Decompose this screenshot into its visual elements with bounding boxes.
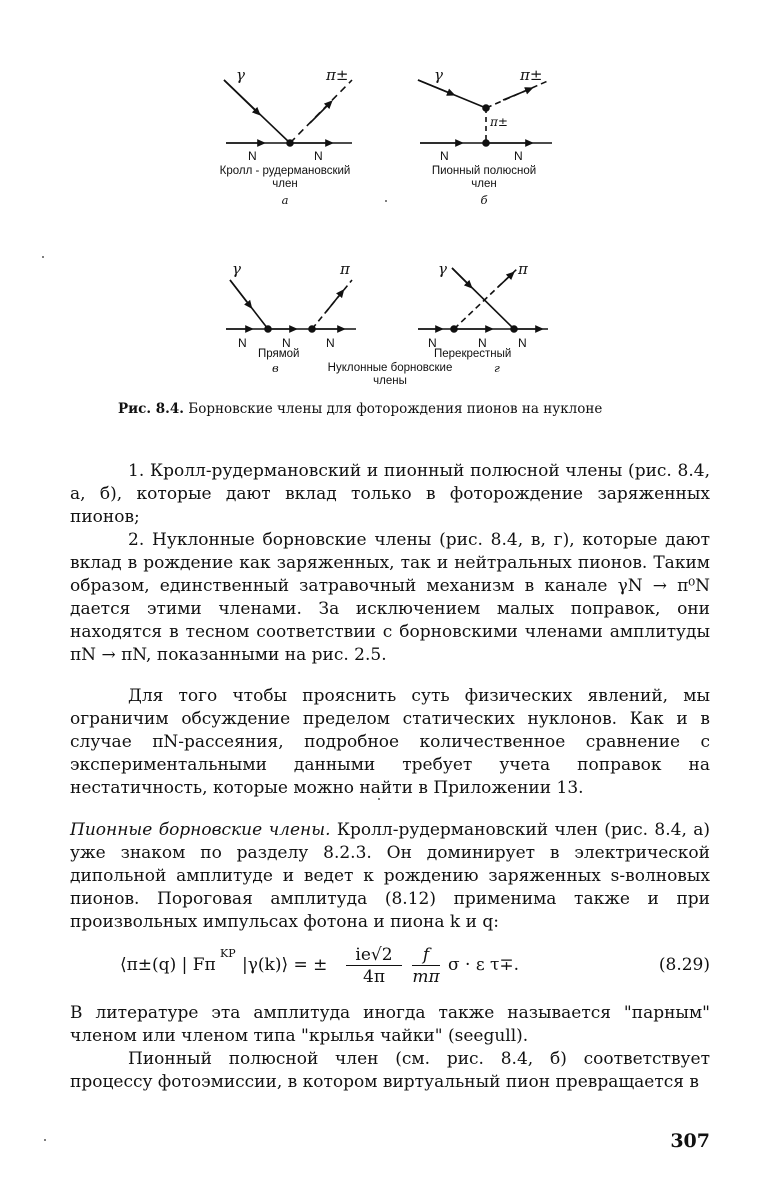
vertex-b2 [483,140,489,146]
feynman-diagrams-figure [0,0,782,400]
diagram-v [226,280,356,332]
paragraph-pion-born [70,819,710,934]
vertex-b1 [483,105,489,111]
gamma-label-b: γ [434,66,443,84]
formula-rhs: σ · ε τ∓. [448,955,520,975]
diagram-v-letter: в [272,361,279,375]
paragraph-pion-born-text: Кролл-рудермановский член (рис. 8.4, а) уже знаком по разделу 8.2.3. Он доминирует в электрической дипольной амплитуде и ведет к рождению заряженных s-волновых пионов. Пороговая амплитуда (8.12) применима также и при произвольных импульсах фотона и пиона k и q: [70,820,711,932]
scan-speck [385,200,387,202]
nucleon-out-label-a: N [314,149,323,163]
formula-lhs-end: |γ(k)⟩ = ± [242,955,328,975]
paragraph-pion-pole: Пионный полюсной член (см. рис. 8.4, б) соответствует процессу фотоэмиссии, в котором виртуальный пион превращается в [70,1049,710,1092]
caption-prefix: Рис. 8.4. [118,401,184,417]
formula-lhs: ⟨π±(q) | Fπ [120,955,216,975]
internal-pion-label-b: π± [490,115,508,129]
nucleon-1-label-g: N [428,336,437,350]
diagram-b [418,80,552,146]
diagram-b-letter: б [480,193,488,207]
nucleon-born-shared-label [300,362,480,388]
equation-8-29 [120,945,710,989]
gamma-label-g: γ [438,260,447,278]
formula-frac1-den: 4π [363,967,385,987]
equation-number: (8.29) [658,955,710,975]
diagram-a-label-line1: Кролл - рудермановский [219,165,351,177]
diagram-b-caption [394,165,574,207]
pion-label-a: π± [326,66,349,84]
shared-label-line1: Нуклонные борновские [327,362,453,374]
diagram-b-label-line2: член [471,178,497,190]
section-heading-pion-born: Пионные борновские члены. [70,820,331,840]
list-item-2: 2. Нуклонные борновские члены (рис. 8.4, в, г), которые дают вклад в рождение как заряженных, так и нейтральных пионов. Таким образом, единственный затравочный механизм в канале γN → π⁰N дается этими членами. За исключением малых поправок, они находятся в тесном соответствии с борновскими членами амплитуды πN → πN, показанными на рис. 2.5. [70,530,710,665]
formula-frac1-num: ie√2 [346,945,402,966]
formula-frac2-den: mπ [412,967,440,987]
nucleon-in-label-b: N [440,149,449,163]
page-number: 307 [670,1130,710,1152]
caption-text: Борновские члены для фоторождения пионов на нуклоне [188,401,603,417]
nucleon-3-label-g: N [518,336,527,350]
scan-speck [378,798,380,800]
nucleon-1-label-v: N [238,336,247,350]
list-item-1: 1. Кролл-рудермановский и пионный полюсной члены (рис. 8.4, а, б), которые дают вклад только в фоторождение заряженных пионов; [70,461,710,527]
paragraph-seegull: В литературе эта амплитуда иногда также называется "парным" членом или членом типа "крылья чайки" (seegull). [70,1003,710,1046]
diagram-g-label: Перекрестный [434,348,512,360]
paragraph-static-nucleons: Для того чтобы прояснить суть физических явлений, мы ограничим обсуждение пределом статических нуклонов. Как и в случае πN-рассеяния, подробное количественное сравнение с экспериментальными данными требует учета поправок на нестатичность, которые можно найти в Приложении 13. [70,686,710,798]
nucleon-out-label-b: N [514,149,523,163]
diagram-g-letter: г [494,361,500,375]
scan-speck [44,1139,46,1141]
gamma-label-a: γ [236,66,245,84]
nucleon-in-label-a: N [248,149,257,163]
diagram-v-label: Прямой [258,348,300,360]
diagram-a-label-line2: член [272,178,298,190]
formula-frac2-num: f [412,945,440,966]
pion-label-g: π [518,260,528,278]
scan-speck [42,256,44,258]
pion-label-b: π± [520,66,543,84]
vertex-a [287,140,293,146]
formula-lhs-sup: KP [220,947,236,960]
figure-caption [118,401,602,417]
diagram-a [224,80,352,146]
shared-label-line2: члены [373,375,407,387]
pion-label-v: π [340,260,350,278]
nucleon-2-label-v: N [282,336,291,350]
diagram-b-label-line1: Пионный полюсной [431,165,537,177]
gamma-label-v: γ [232,260,241,278]
diagram-a-caption [190,165,380,207]
nucleon-2-label-g: N [478,336,487,350]
diagram-a-letter: а [281,193,289,207]
nucleon-3-label-v: N [326,336,335,350]
